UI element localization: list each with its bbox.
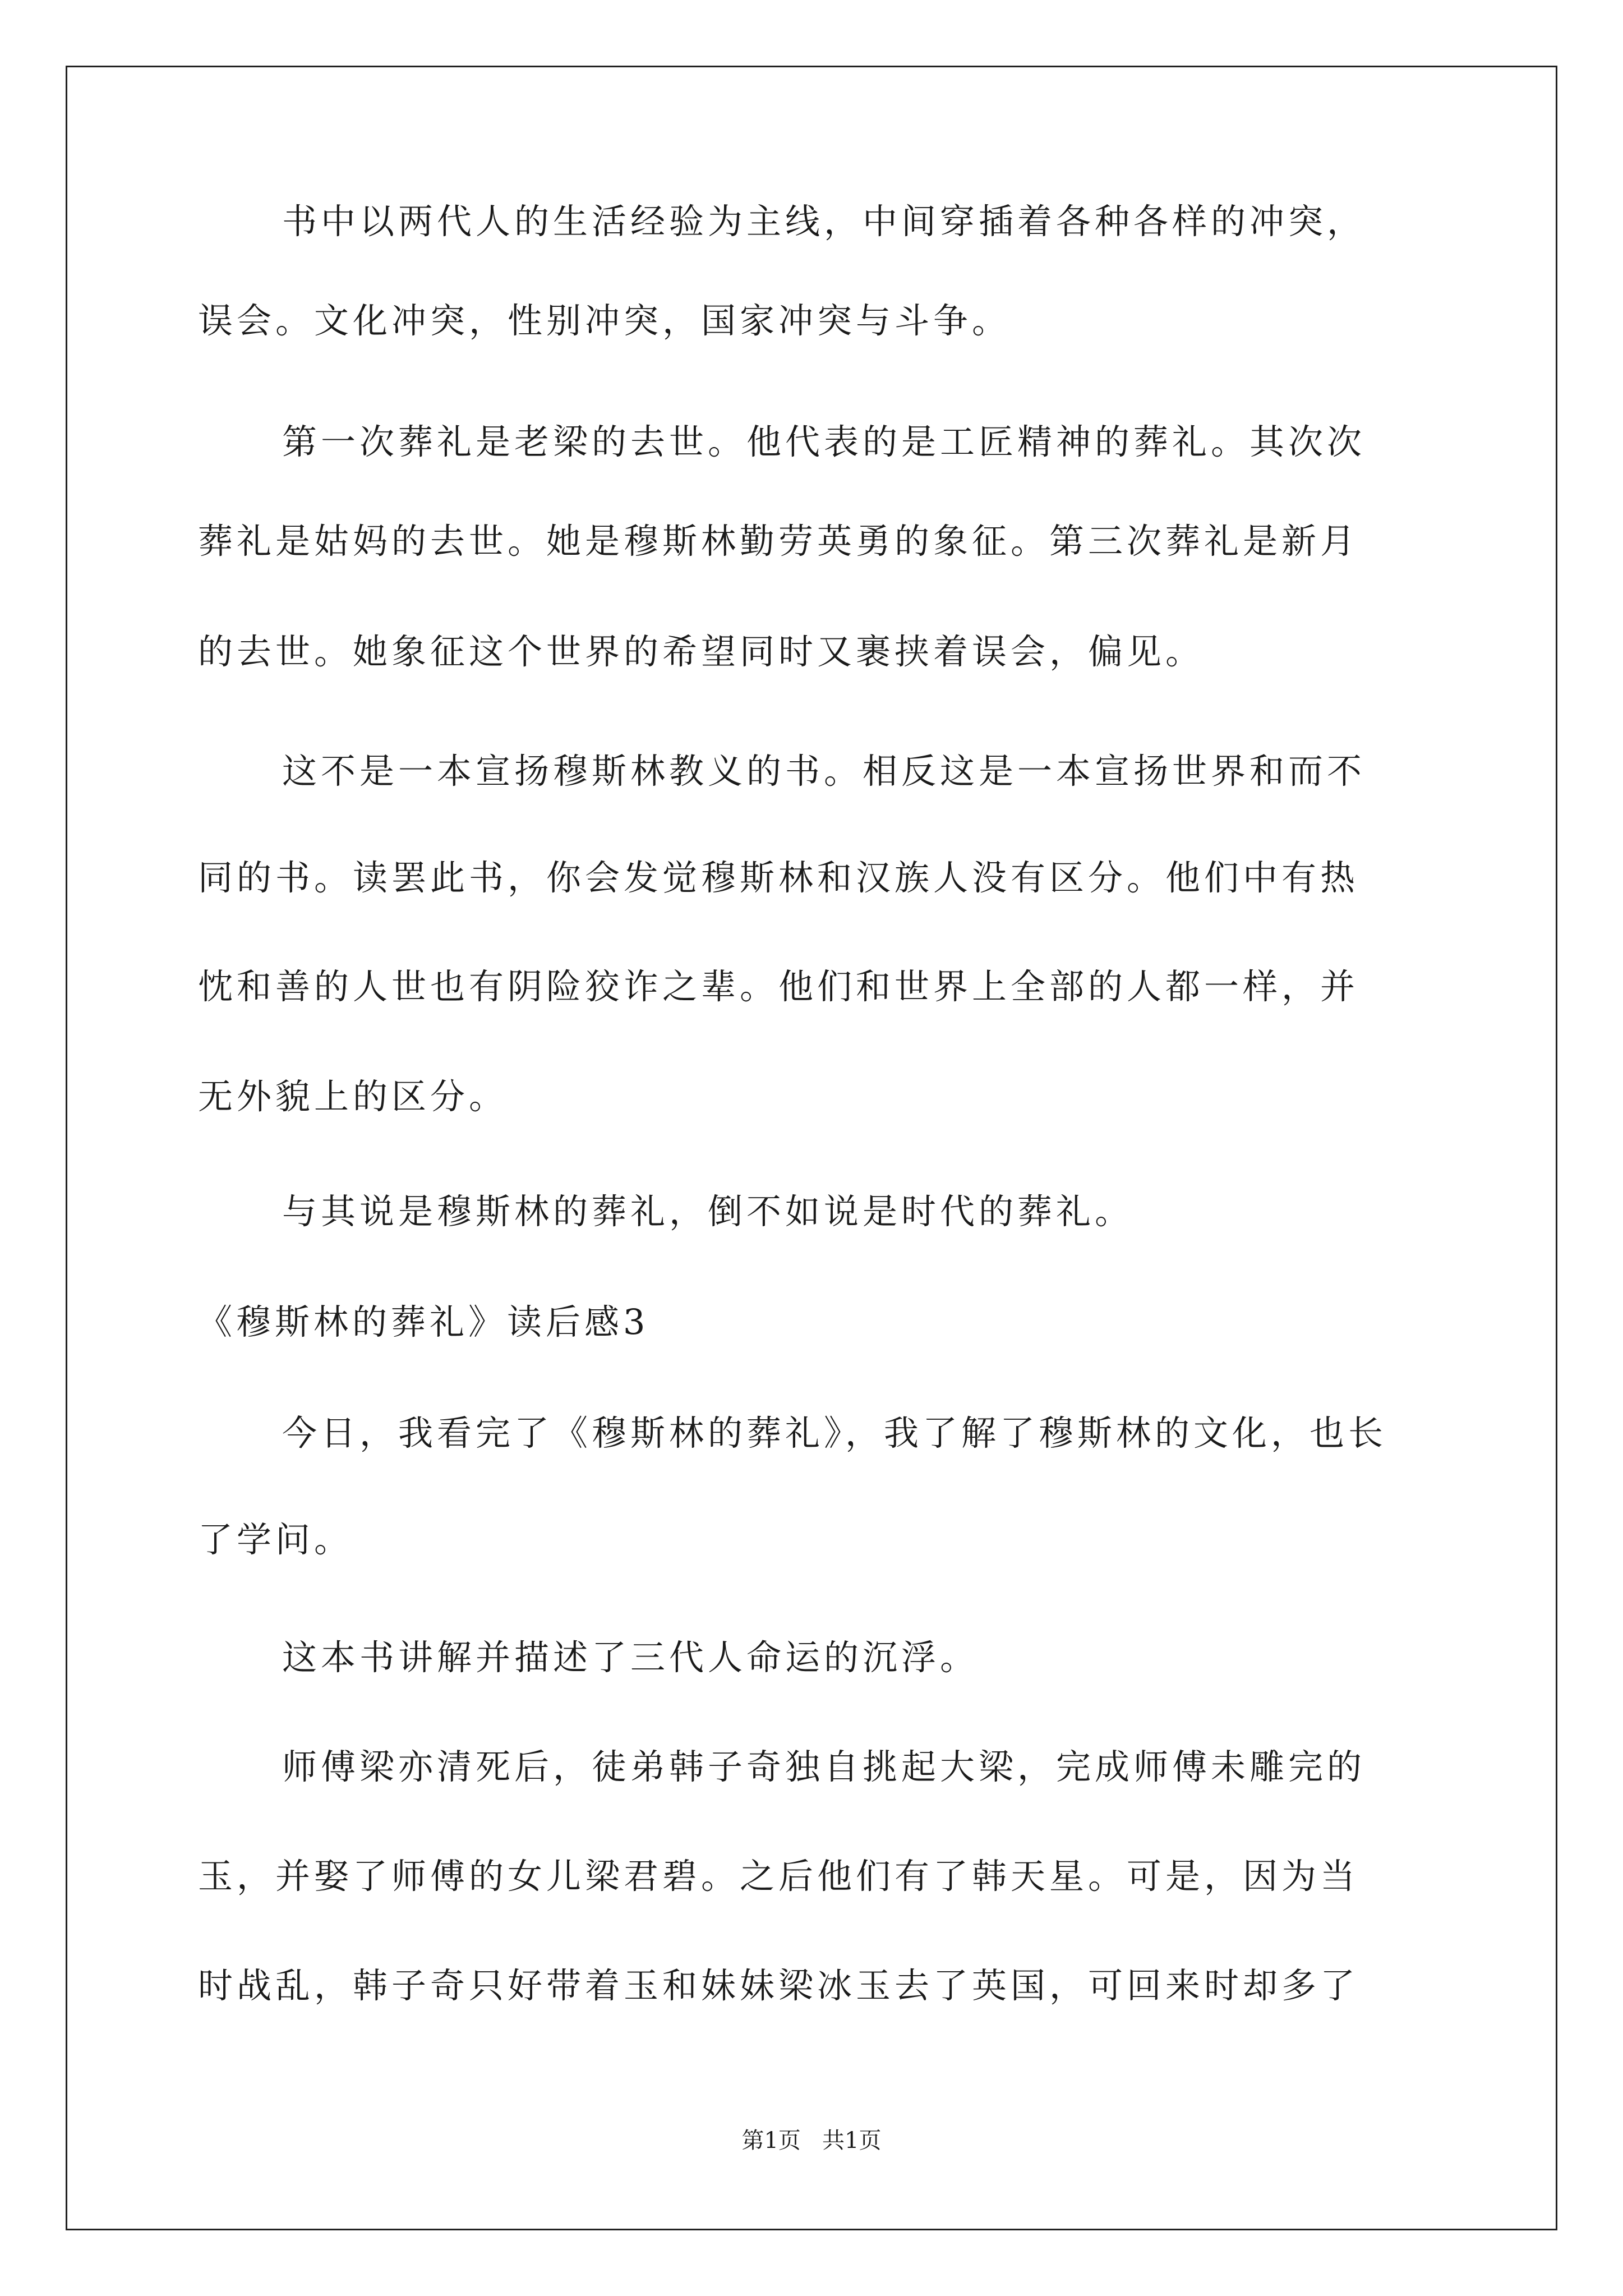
paragraph-line: 玉，并娶了师傅的女儿梁君碧。之后他们有了韩天星。可是，因为当: [198, 1856, 1359, 1897]
paragraph-line: 的去世。她象征这个世界的希望同时又裹挟着误会，偏见。: [198, 631, 1205, 672]
paragraph-line: 书中以两代人的生活经验为主线，中间穿插着各种各样的冲突，: [282, 201, 1366, 242]
paragraph-line: 与其说是穆斯林的葬礼，倒不如说是时代的葬礼。: [282, 1191, 1134, 1232]
paragraph-line: 无外貌上的区分。: [198, 1076, 508, 1117]
paragraph-line: 误会。文化冲突，性别冲突，国家冲突与斗争。: [198, 300, 1011, 341]
paragraph-line: 这本书讲解并描述了三代人命运的沉浮。: [282, 1637, 979, 1678]
page-number-footer: 第1页 共1页: [741, 2128, 882, 2154]
paragraph-line: 葬礼是姑妈的去世。她是穆斯林勤劳英勇的象征。第三次葬礼是新月: [198, 521, 1359, 562]
paragraph-line: 师傅梁亦清死后，徒弟韩子奇独自挑起大梁，完成师傅未雕完的: [282, 1746, 1366, 1787]
paragraph-line: 了学问。: [198, 1519, 353, 1560]
section-heading: 《穆斯林的葬礼》读后感3: [197, 1301, 649, 1342]
paragraph-line: 同的书。读罢此书，你会发觉穆斯林和汉族人没有区分。他们中有热: [198, 857, 1359, 898]
paragraph-line: 时战乱，韩子奇只好带着玉和妹妹梁冰玉去了英国，可回来时却多了: [198, 1965, 1359, 2006]
paragraph-line: 这不是一本宣扬穆斯林教义的书。相反这是一本宣扬世界和而不: [282, 751, 1366, 792]
page-border: [66, 66, 1557, 2230]
paragraph-line: 第一次葬礼是老梁的去世。他代表的是工匠精神的葬礼。其次次: [282, 421, 1366, 462]
paragraph-line: 忱和善的人世也有阴险狡诈之辈。他们和世界上全部的人都一样，并: [198, 966, 1359, 1007]
paragraph-line: 今日，我看完了《穆斯林的葬礼》，我了解了穆斯林的文化，也长: [282, 1412, 1387, 1453]
